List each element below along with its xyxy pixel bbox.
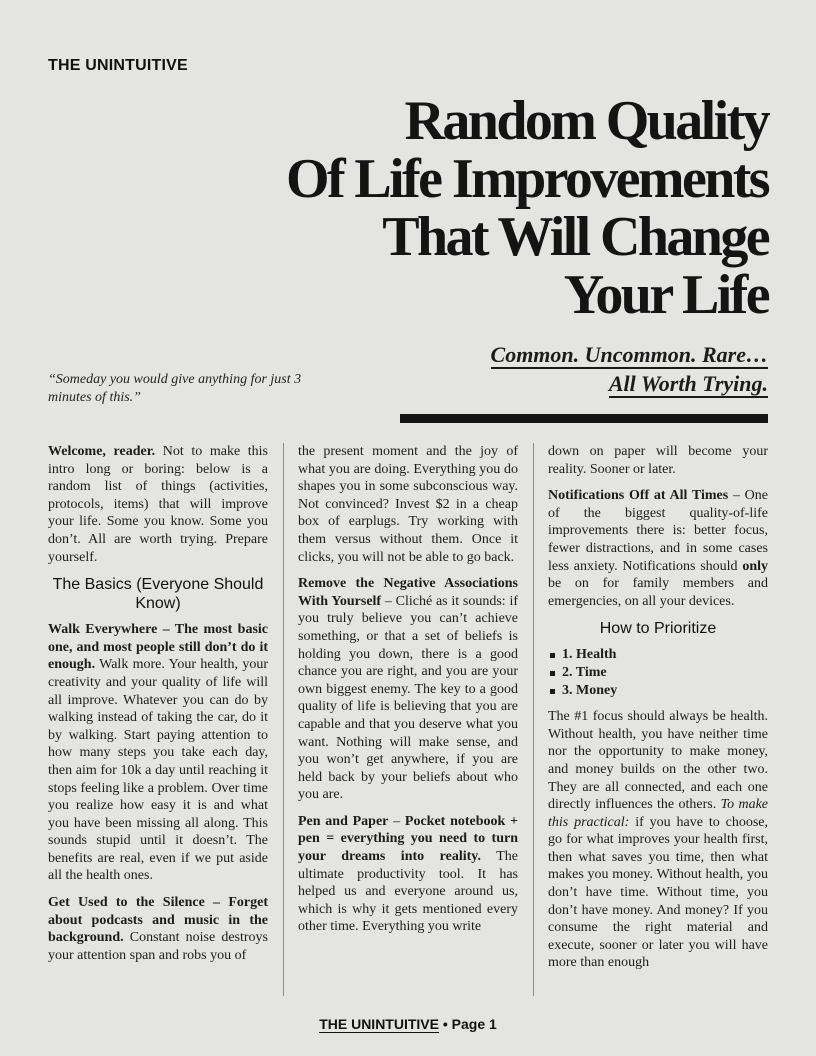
- column-2: [298, 443, 518, 945]
- negative-lead: Remove the Negative Associations With Yourself: [298, 576, 518, 609]
- pen-dash: –: [388, 813, 405, 829]
- column-divider: [533, 443, 534, 996]
- page-footer: [0, 1016, 816, 1032]
- silence-text: Constant noise destroys your attention span and robs you of: [48, 930, 268, 963]
- subheadline: [408, 340, 768, 398]
- priority-item: 3. Money: [548, 682, 768, 700]
- notifications-only: only: [742, 558, 768, 574]
- masthead: THE UNINTUITIVE: [48, 57, 188, 74]
- walk-lead: Walk Everywhere – The most basic one, and most people still don’t do it enough.: [48, 622, 268, 673]
- pull-quote: “Someday you would give anything for just 3 minutes of this.”: [48, 372, 302, 405]
- negative-paragraph: [298, 575, 518, 804]
- footer-page-number: • Page 1: [438, 1016, 497, 1032]
- notifications-lead: Notifications Off at All Times: [548, 488, 729, 504]
- pen-text: The ultimate productivity tool. It has helped us and everyone around us, which is why it gets mentioned every other time. Everything you write: [298, 849, 519, 935]
- notifications-text-2: be on for family members and emergencies, on all your devices.: [548, 576, 768, 609]
- pen-lead-2: Pocket notebook + pen = everything you need to turn your dreams into reality.: [298, 813, 519, 865]
- intro-paragraph: [48, 443, 268, 566]
- prioritize-text-2: if you have to choose, go for what improves your health first, then what saves you time, then what makes you money. Without health, you don’t have time. Without time, you don’t have money. And money? If you consume the right material and execute, sooner or later you will have more than enough: [548, 814, 769, 971]
- pen-paragraph: [298, 813, 518, 936]
- footer-brand: THE UNINTUITIVE: [319, 1016, 439, 1032]
- prioritize-paragraph: [548, 708, 768, 972]
- headline-line: Random Quality: [404, 90, 768, 152]
- priority-item: 1. Health: [548, 646, 768, 664]
- headline-line: Of Life Improvements: [286, 148, 768, 210]
- headline-line: That Will Change: [382, 206, 768, 268]
- headline: [128, 92, 768, 324]
- priority-list: [548, 646, 768, 699]
- negative-text: – Cliché as it sounds: if you truly believe you can’t achieve something, or that a set of beliefs is holding you down, there is a good chance you are right, and you are your own biggest enemy. The key to a good quality of life is believing that you are capable and that you deserve what you want. Nothing will make sense, and you won’t get anywhere, if you are held back by your beliefs about who you are.: [298, 593, 519, 803]
- silence-lead: Get Used to the Silence – Forget about podcasts and music in the background.: [48, 895, 268, 946]
- pen-lead: Pen and Paper: [298, 813, 389, 829]
- notifications-text: – One of the biggest quality-of-life improvements there is: better focus, fewer distractions, and in some cases less anxiety. Notifications should: [548, 488, 768, 574]
- column-divider: [283, 443, 284, 996]
- prioritize-text: The #1 focus should always be health. Without health, you have neither time nor the opportunity to make money, and money builds on the other two. They are all connected, and each one directly influences the others.: [548, 709, 768, 813]
- notifications-paragraph: [548, 487, 768, 610]
- intro-lead: Welcome, reader.: [48, 444, 156, 459]
- walk-paragraph: [48, 621, 268, 885]
- column-3: [548, 443, 768, 981]
- subheadline-line: Common. Uncommon. Rare…: [490, 342, 768, 367]
- prioritize-italic: To make this practical:: [548, 797, 769, 830]
- headline-line: Your Life: [563, 264, 768, 326]
- column-1: [48, 443, 268, 973]
- intro-text: Not to make this intro long or boring: below is a random list of things (activities, protocols, items) that will improve your life. Some you know. Some you don’t. All are worth trying. Prepare yourself.: [48, 444, 269, 565]
- section-heading-prioritize: How to Prioritize: [599, 620, 717, 638]
- walk-text: Walk more. Your health, your creativity and your quality of life will all improve. Whatever you can do by walking instead of taking the car, do it by walking. Start paying attention to how many steps you take each day, then aim for 10k a day until reaching it stops feeling like a problem. Over time you realize how easy it is and what you have been missing all along. This sounds stupid until it doesn’t. The benefits are real, even if we put aside all the health ones.: [48, 657, 268, 884]
- subheadline-line: All Worth Trying.: [608, 371, 768, 396]
- silence-continued: the present moment and the joy of what you are doing. Everything you do shapes you in some subconscious way. Not convinced? Invest $2 in a cheap box of earplugs. Try working with them versus without them. Once it clicks, you will not be able to go back.: [298, 444, 518, 565]
- pen-continued: down on paper will become your reality. Sooner or later.: [548, 444, 768, 477]
- section-heading-basics: The Basics (Everyone Should Know): [52, 576, 264, 613]
- silence-paragraph: [48, 894, 268, 964]
- priority-item: 2. Time: [548, 664, 768, 682]
- header-rule: [400, 414, 768, 423]
